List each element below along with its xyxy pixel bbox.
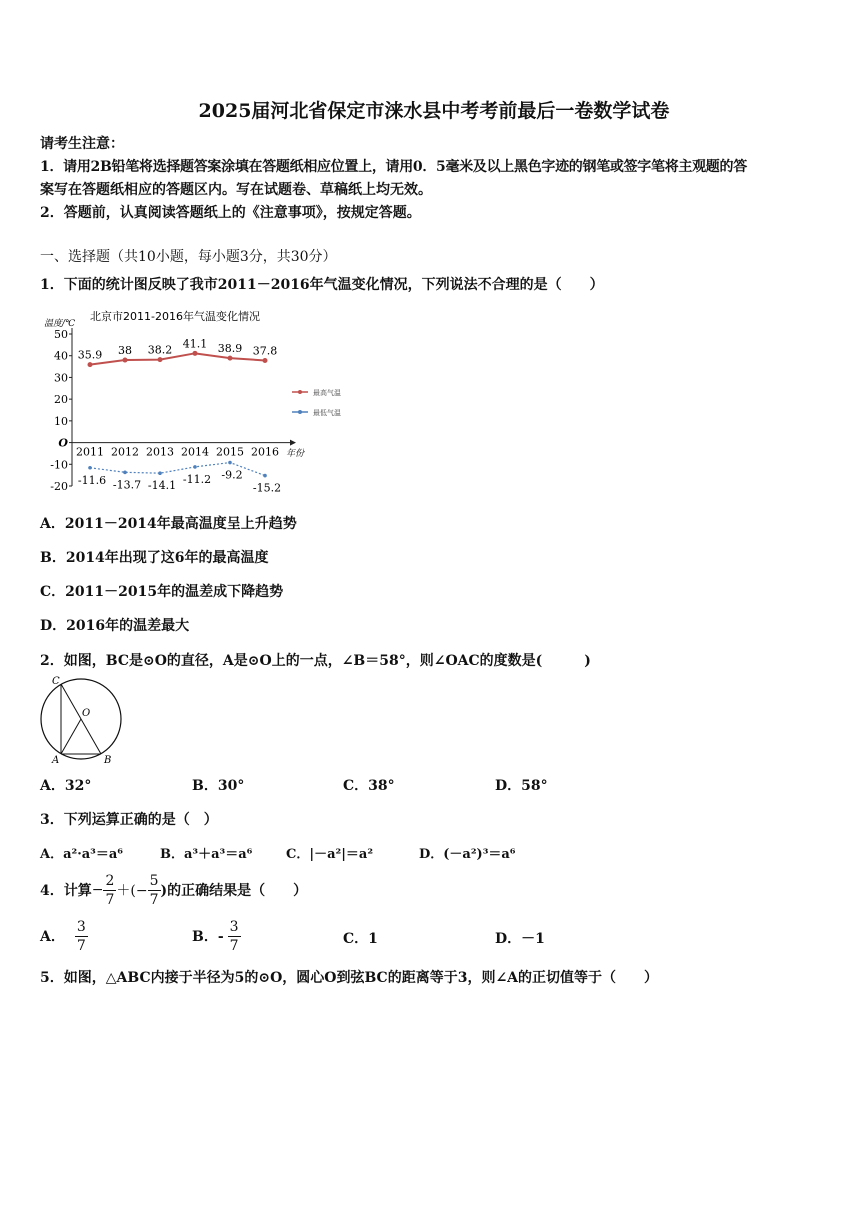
q4-option-d[interactable]: D．－1 [495, 931, 545, 947]
data-label: -9.2 [221, 468, 243, 482]
fraction-denominator: 7 [76, 937, 86, 954]
option-a-fraction [75, 918, 88, 955]
page-title: 2025届河北省保定市涞水县中考考前最后一卷数学试卷 [198, 100, 670, 122]
data-label: 35.9 [77, 348, 103, 362]
y-tick-label: -20 [50, 480, 68, 493]
y-tick-label: -10 [50, 458, 68, 472]
q3-option-a[interactable]: A．a²·a³＝a⁶ [40, 847, 123, 862]
q4-prefix: 4．计算 [40, 883, 92, 899]
data-point [228, 356, 233, 361]
option-b-fraction [228, 918, 241, 955]
data-point [158, 471, 162, 475]
legend-label: 最高气温 [313, 389, 341, 397]
notice-line-1: 1．请用2B铅笔将选择题答案涂填在答题纸相应位置上，请用0．5毫米及以上黑色字迹的钢笔或签字笔将主观题的答 [40, 159, 747, 175]
data-label: 38.2 [147, 343, 173, 357]
label-c: C [52, 676, 60, 687]
data-point [88, 466, 92, 470]
x-tick-label: 2013 [146, 445, 174, 459]
q2-option-a[interactable]: A．32° [40, 778, 92, 794]
chart-ylabel: 温度/℃ [44, 319, 76, 329]
fraction-numerator: 2 [105, 872, 115, 889]
option-label: B．- [192, 929, 224, 945]
q2-stem: 2．如图，BC是⊙O的直径，A是⊙O上的一点，∠B＝58°，则∠OAC的度数是( ) [40, 653, 591, 669]
q1-stem: 1．下面的统计图反映了我市2011－2016年气温变化情况，下列说法不合理的是（ ） [40, 277, 604, 293]
y-tick-label: 40 [54, 349, 68, 363]
q2-option-b[interactable]: B．30° [192, 778, 245, 794]
data-label: 38.9 [217, 342, 243, 356]
section-heading: 一、选择题（共10小题，每小题3分，共30分） [40, 249, 337, 265]
q1-option-b[interactable]: B．2014年出现了这6年的最高温度 [40, 550, 269, 566]
data-label: -15.2 [252, 481, 282, 495]
x-tick-label: 2012 [111, 445, 139, 459]
q2-option-d[interactable]: D．58° [495, 778, 548, 794]
data-label: -11.6 [77, 473, 107, 487]
legend-marker [298, 410, 302, 414]
fraction-numerator: 3 [229, 918, 239, 935]
q4-suffix: )的正确结果是（ ） [160, 883, 308, 899]
q4-option-c[interactable]: C．1 [343, 931, 378, 947]
y-tick-label: 20 [54, 393, 68, 407]
fraction-denominator: 7 [229, 937, 239, 954]
fraction-numerator: 3 [76, 918, 86, 935]
q4-fraction-2 [148, 872, 161, 909]
data-point [228, 461, 232, 465]
q4-minus: − [91, 882, 104, 898]
q3-option-c[interactable]: C．|－a²|＝a² [286, 847, 374, 862]
data-point [88, 362, 93, 367]
circle-figure [38, 674, 128, 766]
label-a: A [52, 755, 60, 766]
temperature-chart [40, 300, 370, 500]
option-label: A． [40, 929, 65, 945]
x-tick-label: 2015 [216, 445, 244, 459]
notice-line-2: 2．答题前，认真阅读答题纸上的《注意事项》，按规定答题。 [40, 205, 421, 221]
data-label: -13.7 [112, 478, 142, 492]
q1-option-c[interactable]: C．2011－2015年的温差成下降趋势 [40, 584, 284, 600]
data-point [123, 471, 127, 475]
x-tick-label: 2016 [251, 445, 279, 459]
data-point [263, 358, 268, 363]
data-point [158, 357, 163, 362]
x-tick-label: 2014 [181, 445, 209, 459]
notice-line-1b: 案写在答题纸相应的答题区内。写在试题卷、草稿纸上均无效。 [40, 182, 432, 198]
data-label: 38 [118, 344, 132, 358]
notice-heading: 请考生注意： [40, 136, 124, 152]
q1-option-d[interactable]: D．2016年的温差最大 [40, 618, 190, 634]
q5-stem: 5．如图，△ABC内接于半径为5的⊙O，圆心O到弦BC的距离等于3，则∠A的正切值等于（ ） [40, 970, 659, 986]
data-label: -14.1 [147, 479, 177, 493]
q4-option-b[interactable] [192, 916, 241, 956]
fraction-denominator: 7 [105, 891, 115, 908]
y-tick-label: O [58, 436, 68, 450]
fraction-denominator: 7 [149, 891, 159, 908]
label-o: O [82, 708, 91, 719]
q4-plus-open: ＋(− [116, 883, 148, 899]
y-tick-label: 10 [54, 414, 68, 428]
data-point [193, 351, 198, 356]
data-point [193, 465, 197, 469]
data-label: 41.1 [182, 337, 208, 351]
q3-option-b[interactable]: B．a³＋a³＝a⁶ [160, 847, 253, 862]
x-tick-label: 2011 [76, 445, 104, 459]
legend-marker [298, 390, 302, 394]
q4-fraction-1 [103, 872, 116, 909]
data-label: -11.2 [182, 472, 212, 486]
q1-option-a[interactable]: A．2011－2014年最高温度呈上升趋势 [40, 516, 297, 532]
chart-xlabel: 年份 [286, 449, 305, 459]
data-label: 37.8 [252, 344, 278, 358]
q4-option-a[interactable] [40, 916, 88, 956]
legend-label: 最低气温 [313, 409, 341, 417]
data-point [263, 474, 267, 478]
q4-stem [40, 870, 307, 910]
data-point [123, 358, 128, 363]
x-axis-arrow [290, 440, 296, 446]
label-b: B [104, 755, 112, 766]
q3-option-d[interactable]: D．(－a²)³＝a⁶ [419, 847, 516, 862]
q2-option-c[interactable]: C．38° [343, 778, 395, 794]
y-tick-label: 30 [54, 371, 68, 385]
y-tick-label: 50 [54, 328, 68, 341]
q3-stem: 3．下列运算正确的是（ ） [40, 812, 218, 828]
fraction-numerator: 5 [149, 872, 159, 889]
chart-title: 北京市2011-2016年气温变化情况 [90, 310, 260, 323]
